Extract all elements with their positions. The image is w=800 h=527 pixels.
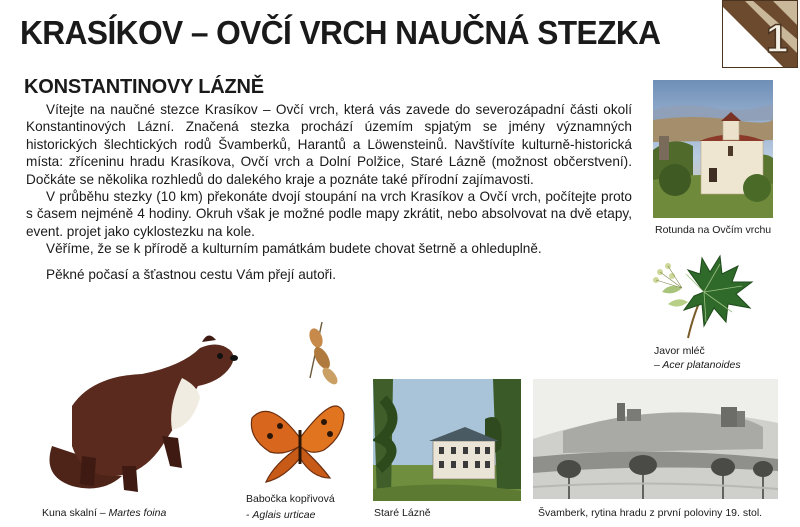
maple-common-name: Javor mléč	[654, 345, 705, 357]
engraving-caption: Švamberk, rytina hradu z první poloviny 19. stol.	[538, 507, 763, 519]
intro-paragraph: V průběhu stezky (10 km) překonáte dvojí stoupání na vrch Krasíkov a Ovčí vrch, počítejte proto s časem nejméně 4 hodiny. Okruh však je možné podle mapy zkrátit, nebo absolvovat na dvě etapy, event. projet jako cyklostezku na kole.	[26, 189, 632, 239]
trail-badge	[722, 0, 798, 68]
marten-illustration	[32, 326, 242, 502]
butterfly-illustration	[240, 318, 350, 488]
badge-number: 1	[766, 17, 789, 61]
butterfly-caption	[246, 491, 335, 523]
marten-common-name: Kuna skalní –	[42, 507, 109, 519]
page-title: KRASÍKOV – OVČÍ VRCH NAUČNÁ STEZKA	[20, 14, 661, 51]
rotunda-photo	[653, 80, 773, 218]
spa-photo	[373, 379, 521, 501]
maple-caption	[654, 344, 741, 372]
spa-caption: Staré Lázně	[374, 507, 431, 519]
intro-paragraph: Vítejte na naučné stezce Krasíkov – Ovčí vrch, která vás zavede do severozápadní části okolí Konstantinových Lázní. Značená stezka prochází územím spjatým se jmény významných historických šlechtických rodů Švamberků, Harantů a Löwensteinů. Navštívíte kulturně-historická místa: zříceninu hradu Krasíkova, Ovčí vrch a Dolní Polžice, Staré Lázně (možnost občerstvení). Dočkáte se několika rozhledů do dalekého kraje a poznáte také přírodní zajímavosti.	[26, 102, 632, 187]
butterfly-latin-prefix: -	[246, 509, 253, 521]
intro-paragraph: Věříme, že se k přírodě a kulturním památkám budete chovat šetrně a ohleduplně.	[46, 241, 542, 257]
maple-illustration	[648, 252, 760, 340]
section-heading: KONSTANTINOVY LÁZNĚ	[24, 76, 264, 98]
butterfly-latin-name: Aglais urticae	[252, 509, 316, 521]
intro-paragraph: Pěkné počasí a šťastnou cestu Vám přejí autoři.	[46, 266, 336, 282]
intro-text	[26, 101, 632, 283]
butterfly-common-name: Babočka kopřivová	[246, 493, 335, 505]
marten-latin-name: Martes foina	[108, 507, 167, 519]
maple-latin-name: – Acer platanoides	[654, 359, 741, 371]
engraving-image	[533, 379, 778, 499]
marten-caption	[42, 506, 166, 520]
rotunda-caption: Rotunda na Ovčím vrchu	[655, 224, 772, 236]
